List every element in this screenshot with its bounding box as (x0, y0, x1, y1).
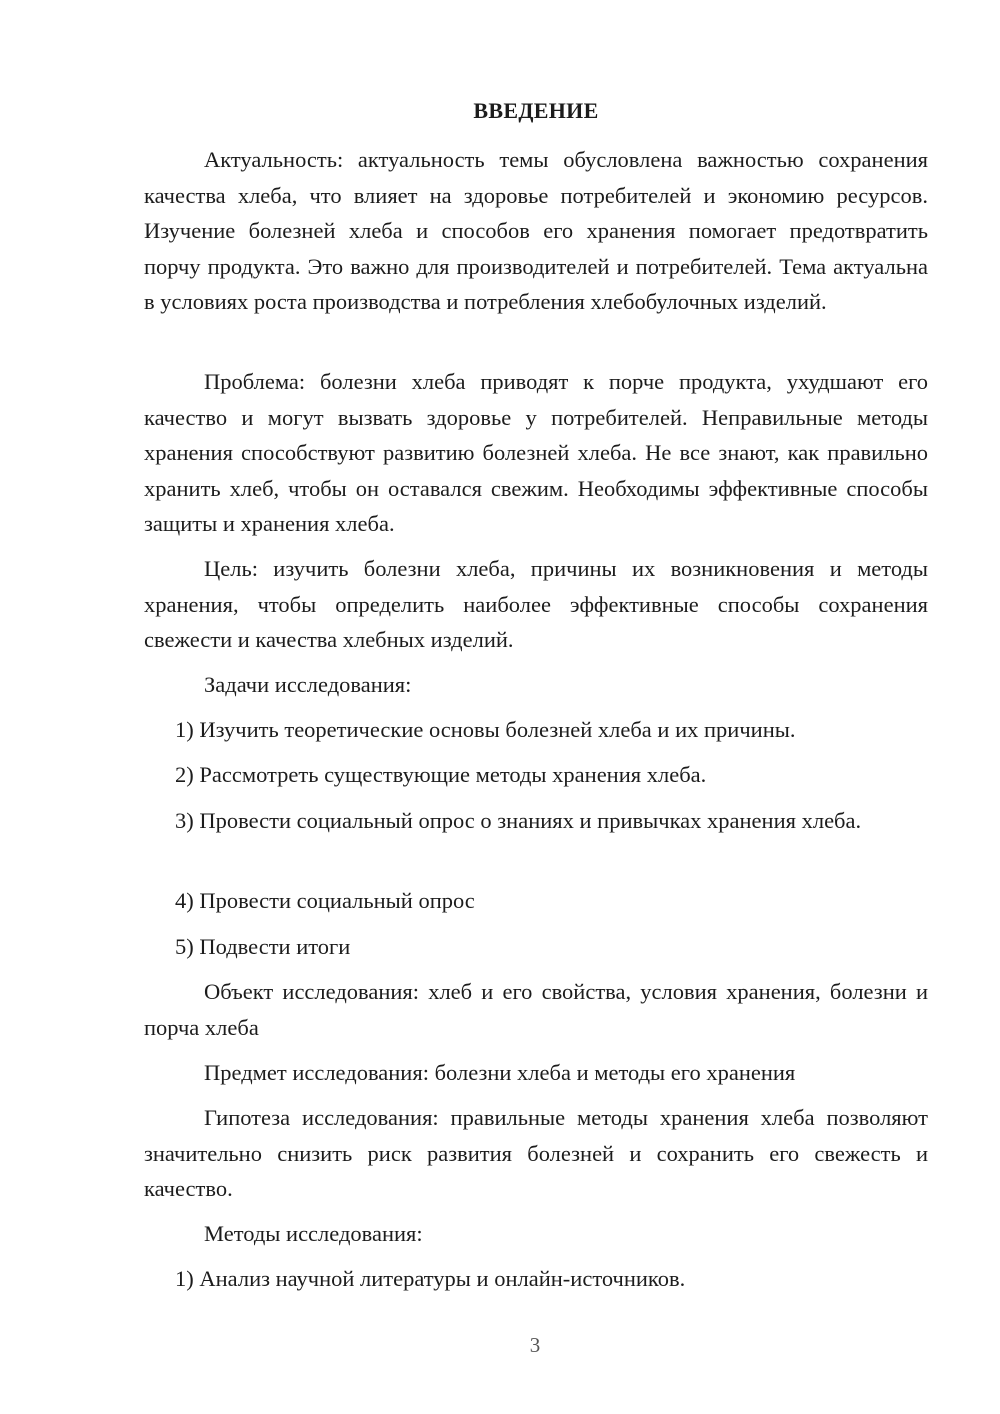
paragraph-relevance: Актуальность: актуальность темы обусловлена важностью сохранения качества хлеба, что влияет на здоровье потребителей и экономию ресурсов. Изучение болезней хлеба и способов его хранения помогает предотвратить порчу продукта. Это важно для производителей и потребителей. Тема актуальна в условиях роста производства и потребления хлебобулочных изделий. (144, 147, 928, 314)
paragraph-tasks-heading: Задачи исследования: (204, 672, 412, 697)
paragraph-object: Объект исследования: хлеб и его свойства, условия хранения, болезни и порча хлеба (144, 979, 928, 1040)
task-item-5: 5) Подвести итоги (175, 934, 351, 959)
task-item-3: 3) Провести социальный опрос о знаниях и привычках хранения хлеба. (175, 808, 862, 833)
page-number: 3 (529, 1333, 541, 1357)
paragraph-problem: Проблема: болезни хлеба приводят к порче продукта, ухудшают его качество и могут вызвать здоровье у потребителей. Неправильные методы хранения способствуют развитию болезней хлеба. Не все знают, как правильно хранить хлеб, чтобы он оставался свежим. Необходимы эффективные способы защиты и хранения хлеба. (144, 369, 928, 536)
paragraph-methods-heading: Методы исследования: (204, 1221, 423, 1246)
paragraph-hypothesis: Гипотеза исследования: правильные методы хранения хлеба позволяют значительно снизить риск развития болезней и сохранить его свежесть и качество. (144, 1105, 928, 1201)
section-title: ВВЕДЕНИЕ (473, 98, 599, 123)
task-item-4: 4) Провести социальный опрос (175, 888, 475, 913)
task-item-1: 1) Изучить теоретические основы болезней хлеба и их причины. (175, 717, 796, 742)
paragraph-goal: Цель: изучить болезни хлеба, причины их возникновения и методы хранения, чтобы определить наиболее эффективные способы сохранения свежести и качества хлебных изделий. (144, 556, 928, 652)
task-item-2: 2) Рассмотреть существующие методы хранения хлеба. (175, 762, 707, 787)
paragraph-subject: Предмет исследования: болезни хлеба и методы его хранения (204, 1060, 796, 1085)
method-item-1: 1) Анализ научной литературы и онлайн-источников. (175, 1266, 686, 1291)
